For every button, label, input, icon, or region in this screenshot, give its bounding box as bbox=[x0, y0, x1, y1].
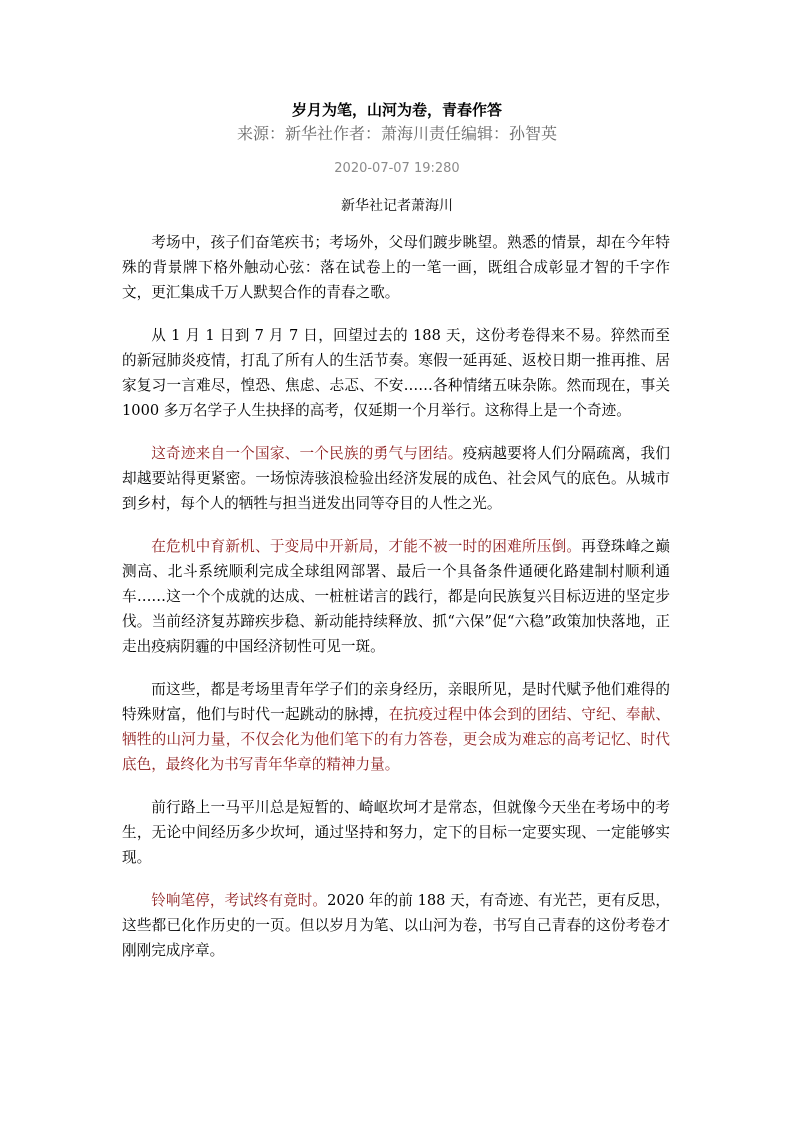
paragraph-text: 从 1 月 1 日到 7 月 7 日，回望过去的 188 天，这份考卷得来不易。猝然而至的新冠肺炎疫情，打乱了所有人的生活节奏。寒假一延再延、返校日期一推再推、居家复习一言难尽，惶恐、焦虑、忐忑、不安……各种情绪五味杂陈。然而现在，事关 1000 多万名学子人生抉择的高考，仅延期一个月举行。这称得上是一个奇迹。 bbox=[122, 327, 670, 419]
article-meta: 来源：新华社作者：萧海川责任编辑：孙智英 bbox=[236, 124, 557, 143]
paragraph-highlight: 这奇迹来自一个国家、一个民族的勇气与团结。 bbox=[151, 445, 463, 462]
paragraph-highlight: 在危机中育新机、于变局中开新局，才能不被一时的困难所压倒。 bbox=[151, 538, 582, 555]
article-title: 岁月为笔，山河为卷，青春作答 bbox=[291, 101, 502, 119]
paragraph-3 bbox=[122, 441, 670, 516]
paragraph-text: 前行路上一马平川总是短暂的、崎岖坎坷才是常态，但就像今天坐在考场中的考生，无论中间经历多少坎坷，通过坚持和努力，定下的目标一定要实现、一定能够实现。 bbox=[122, 799, 670, 866]
paragraph-4 bbox=[122, 534, 670, 659]
paragraph-highlight: 铃响笔停，考试终有竟时。 bbox=[151, 892, 328, 909]
paragraph-text: 考场中，孩子们奋笔疾书；考场外，父母们踱步眺望。熟悉的情景，却在今年特殊的背景牌下格外触动心弦：落在试卷上的一笔一画，既组合成彰显才智的千字作文，更汇集成千万人默契合作的青春之歌。 bbox=[122, 234, 670, 301]
paragraph-5 bbox=[122, 677, 670, 777]
article-date: 2020-07-07 19:280 bbox=[334, 161, 460, 176]
paragraph-text: 疫病越要将人们分隔疏离，我们却越要站得更紧密。一场惊涛骇浪检验出经济发展的成色、社会风气的底色。从城市到乡村，每个人的牺牲与担当迸发出同等夺目的人性之光。 bbox=[122, 445, 670, 512]
paragraph-tail-highlight: 在抗疫过程中体会到的团结、守纪、奉献、牺牲的山河力量，不仅会化为他们笔下的有力答卷，更会成为难忘的高考记忆、时代底色，最终化为书写青年华章的精神力量。 bbox=[122, 706, 670, 773]
paragraph-2 bbox=[122, 323, 670, 423]
paragraph-text: 2020 年的前 188 天，有奇迹、有光芒，更有反思，这些都已化作历史的一页。但以岁月为笔、以山河为卷，书写自己青春的这份考卷才刚刚完成序章。 bbox=[122, 892, 670, 959]
article-reporter: 新华社记者萧海川 bbox=[341, 198, 453, 214]
paragraph-1 bbox=[122, 230, 670, 305]
paragraph-text: 而这些，都是考场里青年学子们的亲身经历，亲眼所见，是时代赋予他们难得的特殊财富，他们与时代一起跳动的脉搏， bbox=[122, 681, 670, 723]
paragraph-6 bbox=[122, 795, 670, 870]
paragraph-7 bbox=[122, 888, 670, 963]
paragraph-text: 再登珠峰之巅测高、北斗系统顺利完成全球组网部署、最后一个具备条件通硬化路建制村顺利通车……这一个个成就的达成、一桩桩诺言的践行，都是向民族复兴目标迈进的坚定步伐。当前经济复苏蹄疾步稳、新动能持续释放、抓“六保”促“六稳”政策加快落地，正走出疫病阴霾的中国经济韧性可见一斑。 bbox=[122, 538, 670, 655]
article-body bbox=[122, 230, 670, 981]
